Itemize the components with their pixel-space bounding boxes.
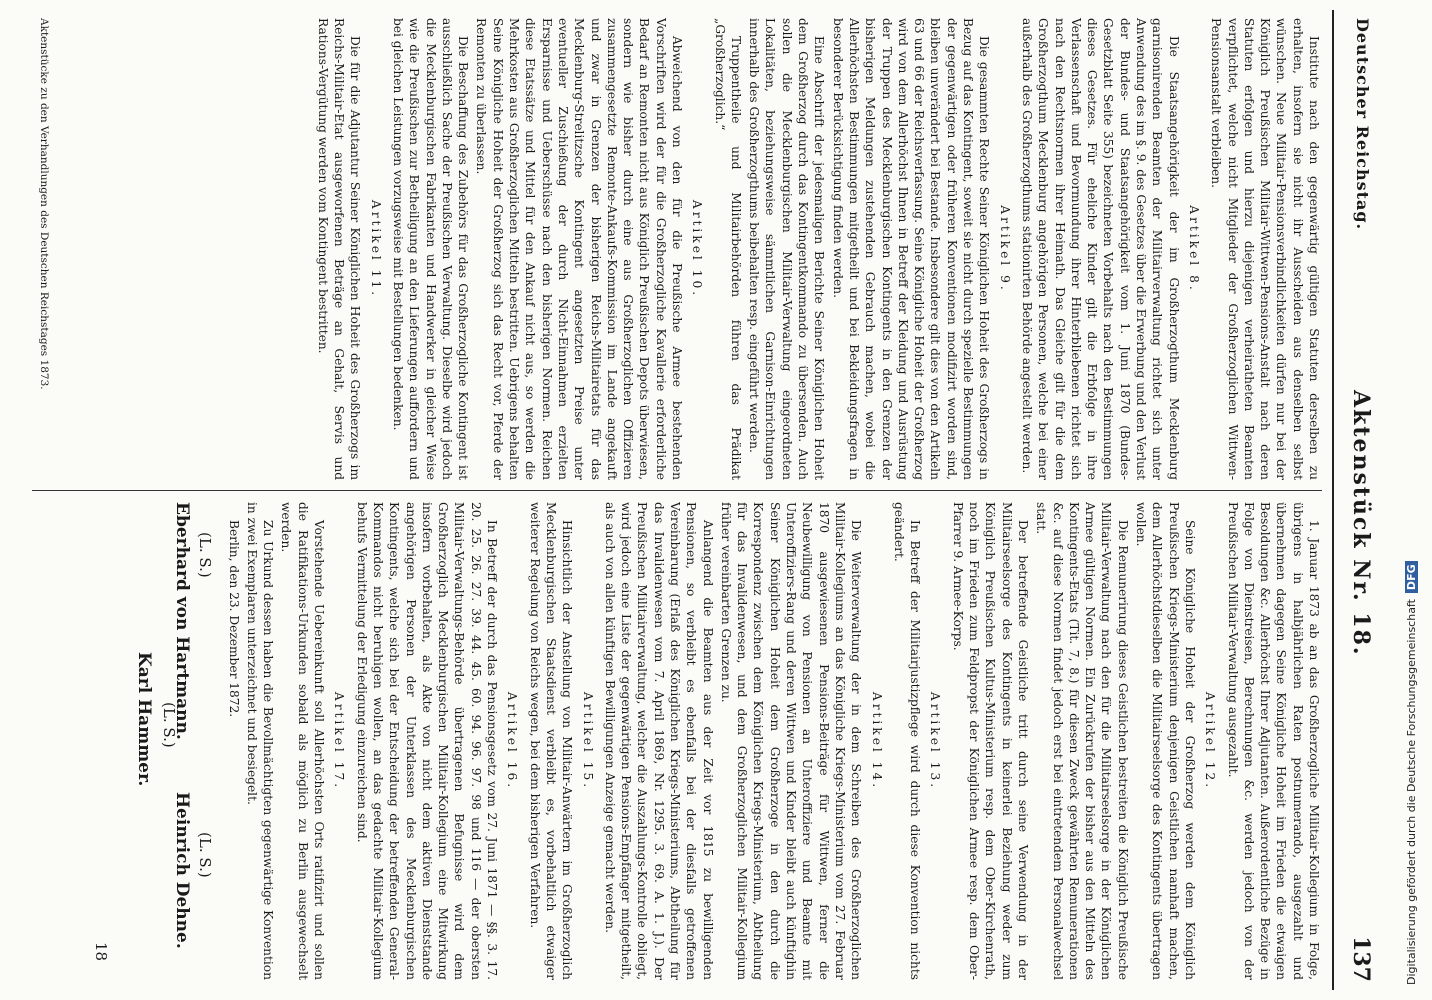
paragraph: Truppentheile und Militairbehörden führen das Prädikat „Großherzoglich.“: [712, 18, 743, 480]
paragraph: Anlangend die Beamten aus der Zeit vor 1815 zu bewilligenden Pensionen, so verbleibt es ebenfalls bei der diesfalls getroffenen Vereinbarung (Erlaß des Königlichen Kriegs-Ministeriums, Abtheilung für das Invalidenwesen vom 7. April 1869, Nr. 1295. 3. 69. A. 1. J.). Der Preußischen Militairverwaltung, welcher die Auszahlungs-Kontrolle obliegt, wird jedoch eine Liste der gegenwärtigen Pensions-Empfänger mitgetheilt, als auch von allen künftigen Bewilligungen Anzeige gemacht werden.: [602, 502, 715, 980]
digitization-text: Digitalisierung gefördert durch die Deutsche Forschungsgemeinschaft: [1405, 599, 1418, 985]
signature-name: Karl Hammer.: [134, 652, 154, 787]
article-heading: Artikel 11.: [368, 199, 383, 299]
paragraph: Seine Königliche Hoheit der Großherzog werden dem Königlich Preußischen Kriegs-Ministerium denjenigen Geistlichen namhaft machen, dem Allerhöchstdieselben die Militairseelsorge des Kontingents übertragen wollen.: [1134, 502, 1197, 980]
right-column: [32, 502, 1322, 980]
article-heading: Artikel 16.: [505, 691, 520, 791]
footnote: Aktenstücke zu den Verhandlungen des Deutschen Reichstages 1873.: [38, 18, 50, 390]
paragraph: Eine Abschrift der jedesmaligen Berichte Seiner Königlichen Hoheit dem Großherzog durch das Kontingentkommando zu übersenden. Auch sollen die Mecklenburgischen Militair-Verwaltung eingeordneten Lokalitäten, beziehungsweise sämmtlichen Garnison-Einrichtungen innerhalb des Großherzogthums beibehalten resp. eingeführt werden.: [747, 18, 827, 480]
digitization-note: [1405, 25, 1418, 985]
page-mark: 18: [92, 942, 110, 962]
signature-block: [80, 502, 220, 980]
paragraph: In Betreff der durch das Pensionsgesetz vom 27. Juni 1871 — §§. 3. 17. 20. 25. 26. 27. 39. 44. 45. 60. 94. 96. 97. 98 und 116 — der obersten Militair-Verwaltungs-Behörde übertragenen Befugnisse wird dem Großherzoglich Mecklenburgischen Militair-Kollegium eine Mitwirkung insofern vorbehalten, als Akte von nicht dem aktiven Dienststande angehörigen Personen der Unterklassen des Mecklenburgischen Kontingents, welche sich bei der Entscheidung der betreffenden General-Kommandos nicht beruhigen wollen, an das gedachte Militair-Kollegium behufs Vermittelung der Erledigung einzureichen sind.: [354, 502, 500, 980]
paragraph: Institute nach den gegenwärtig gültigen Statuten derselben zu erhalten, insofern sie nicht ihr Ausscheiden aus denselben selbst wünschen. Neue Militair-Pensionsverbindlichkeiten dürfen nur bei der Königlich Preußischen Militair-Wittwen-Pensions-Anstalt nach deren Statuten erfolgen und hierzu diejenigen verheiratheten Beamten verpflichtet, welche nicht Mitglieder der Großherzoglichen Wittwen-Pensionsanstalt verbleiben.: [1209, 18, 1321, 480]
seal-mark: (L. S.): [196, 832, 214, 878]
article-heading: Artikel 8.: [1186, 205, 1201, 293]
signature-name: Eberhard von Hartmann.: [172, 502, 192, 740]
paragraph: Die Remunerirung dieses Geistlichen bestreiten die Königlich Preußische Militair-Verwaltung nach den für die Militairseelsorge in der Königlichen Armee gültigen Normen. Ein Zurückrufen der bisher aus den Mitteln des Kontingents-Etats (Tit. 7, 8.) für diesen Zweck gewährten Remunerationen &c. auf diese Normen findet jedoch erst bei eintretendem Personalwechsel statt.: [1034, 502, 1130, 980]
dfg-logo: DFG: [1405, 561, 1418, 593]
page-header: [1332, 10, 1380, 990]
article-heading: Artikel 15.: [580, 691, 595, 791]
paragraph: Die Staatsangehörigkeit der im Großherzogthum Mecklenburg garnisonirenden Beamten der Militairverwaltung richtet sich unter Anwendung des im §. 9. des Gesetzes über die Erwerbung und den Verlust der Bundes- und Staatsangehörigkeit vom 1. Juni 1870 (Bundes-Gesetzblatt Seite 355) bezeichneten Vorbehalts nach den Bestimmungen dieses Gesetzes. Für eheliche Kinder gilt die Erbfolge in ihre Verlassenschaft und Bevormundung ihrer Hinterbliebenen richtet sich nach den Rechtsnormen ihrer Heimath. Das Gleiche gilt für die dem Großherzogthum Mecklenburg angehörigen Personen, welche bei einer außerhalb des Großherzogthums stationirten Behörde angestellt werden.: [1019, 18, 1181, 480]
article-heading: Artikel 10.: [690, 199, 705, 299]
paragraph: Die Beschaffung des Zubehörs für das Großherzogliche Kontingent ist ausschließlich Sache der Preußischen Verwaltung. Dieselbe wird jedoch die Mecklenburgischen Fabrikanten und Handwerker in gleicher Weise wie die Preußischen zur Betheiligung an den Lieferungen auffordern und bei gleichen Leistungen vorzugsweise mit Bestellungen bedenken.: [390, 18, 471, 480]
seal-mark: (L. S.): [196, 532, 214, 578]
article-heading: Artikel 9.: [997, 205, 1012, 293]
paragraph: Der betreffende Geistliche tritt durch seine Verwendung in der Militairseelsorge des Kontingents in keinerlei Beziehung weder zum Königlich Preußischen Kultus-Ministerium resp. dem Ober-Kirchenrath, noch im Frieden zum Feldpropst der Königlichen Armee resp. dem Ober-Pfarrer 9. Armee-Korps.: [950, 502, 1030, 980]
header-center: Aktenstück Nr. 18.: [1348, 390, 1374, 657]
article-heading: Artikel 17.: [332, 691, 347, 791]
paragraph: Die gesammten Rechte Seiner Königlichen Hoheit des Großherzogs in Bezug auf das Kontingent, soweit sie nicht durch spezielle Bestimmungen der gegenwärtigen oder früheren Konventionen modifizirt worden sind, bleiben unverändert bei Bestande. Insbesondere gilt dies von den Artikeln 63 und 66 der Reichsverfassung. Seine Königliche Hoheit der Großherzog wird von dem Allerhöchst Ihnen in Betreff der Kleidung und Ausrüstung der Truppen des Mecklenburgischen Kontingents in den Grenzen der bisherigen Meldungen zustehenden Gebrauch machen, wobei die Allerhöchsten Bestimmungen mitgetheilt und bei Bekleidungsfragen in besonderer Berücksichtigung finden werden.: [830, 18, 992, 480]
article-heading: Artikel 12.: [1203, 691, 1218, 791]
paragraph: In Betreff der Militairjustizpflege wird durch diese Konvention nichts geändert.: [891, 502, 923, 980]
signature-name: Heinrich Dehne.: [172, 792, 192, 949]
article-heading: Artikel 13.: [928, 691, 943, 791]
rotated-content: [20, 10, 1380, 990]
paragraph: 1. Januar 1873 ab an das Großherzogliche Militair-Kollegium in Folge, übrigens in halbjährlichen Raten postnumerando, ausgezahlt und übernehmen dagegen Seine Königliche Hoheit im Frieden die etwaigen Besoldungen &c. Allerhöchst Ihrer Adjutanten. Außerordentliche Bezüge in Folge von Dienstreisen, Berechnungen &c. werden jedoch von der Preußischen Militair-Verwaltung ausgezahlt.: [1225, 502, 1321, 980]
column-divider: [32, 490, 1322, 491]
paragraph: Abweichend von den für die Preußische Armee bestehenden Vorschriften wird der für die Großherzogliche Kavallerie erforderliche Bedarf an Remonten nicht aus Königlich Preußischen Depots überwiesen, sondern wie bisher durch eine aus Großherzoglichen Offizieren zusammengesetzte Remonte-Ankaufs-Kommission im Lande angekauft und zwar in Grenzen der bisherigen Reichs-Militairetats für das Mecklenburg-Strelitzsche Kontingent angesetzten Preise unter eventueller Zuschießung der durch Nicht-Einnahmen erzielten Ersparnisse und Ueberschüsse nach den bisherigen Normen. Reichen diese Etatssätze und Mittel für den Ankauf nicht aus, so werden die Mehrkosten aus Großherzoglichen Mitteln bestritten. Uebrigens behalten Seine Königliche Hoheit der Großherzog sich das Recht vor, Pferde der Remonten zu überlassen.: [474, 18, 685, 480]
paragraph: Zu Urkund dessen haben die Bevollmächtigten gegenwärtige Konvention in zwei Exemplaren unterzeichnet und besiegelt.: [244, 502, 276, 980]
left-column: [32, 18, 1322, 480]
seal-mark: (L. S.): [160, 702, 178, 748]
paragraph: Berlin, den 23. Dezember 1872.: [226, 520, 241, 718]
paragraph: Die für die Adjutantur Seiner Königlichen Hoheit des Großherzogs im Reichs-Militair-Etat ausgeworfenen Beträge an Gehalt, Servis und Rations-Vergütung werden vom Kontingent bestritten.: [315, 18, 363, 480]
paragraph: Hinsichtlich der Anstellung von Militair-Anwärtern im Großherzoglich Mecklenburgischen Staatsdienst verbleibt es, vorbehaltlich etwaiger weiterer Regelung von Reichs wegen, bei dem bisherigen Verfahren.: [527, 502, 575, 980]
paragraph: Vorstehende Uebereinkunft soll Allerhöchsten Orts ratifizirt und sollen die Ratifikations-Urkunden sobald als möglich zu Berlin ausgewechselt werden.: [279, 502, 327, 980]
page-number: 137: [1348, 936, 1374, 982]
paragraph: Die Weiterverwaltung der in dem Schreiben des Großherzoglichen Militair-Kollegiums an das Königliche Kriegs-Ministerium vom 27. Februar 1870 ausgewiesenen Pensions-Beiträge für Wittwen, ferner die Neubewilligung von Pensionen an Unteroffiziere und Beamte mit Unteroffiziers-Rang und deren Wittwen und Kinder bleibt auch künftighin Seiner Königlichen Hoheit dem Großherzoge in den durch die Korrespondenz zwischen dem Königlichen Kriegs-Ministerium, Abtheilung für das Invalidenwesen, und dem Großherzoglichen Militair-Kollegium früher vereinbarten Grenzen zu.: [718, 502, 864, 980]
article-heading: Artikel 14.: [869, 691, 884, 791]
header-left: Deutscher Reichstag.: [1353, 18, 1372, 231]
